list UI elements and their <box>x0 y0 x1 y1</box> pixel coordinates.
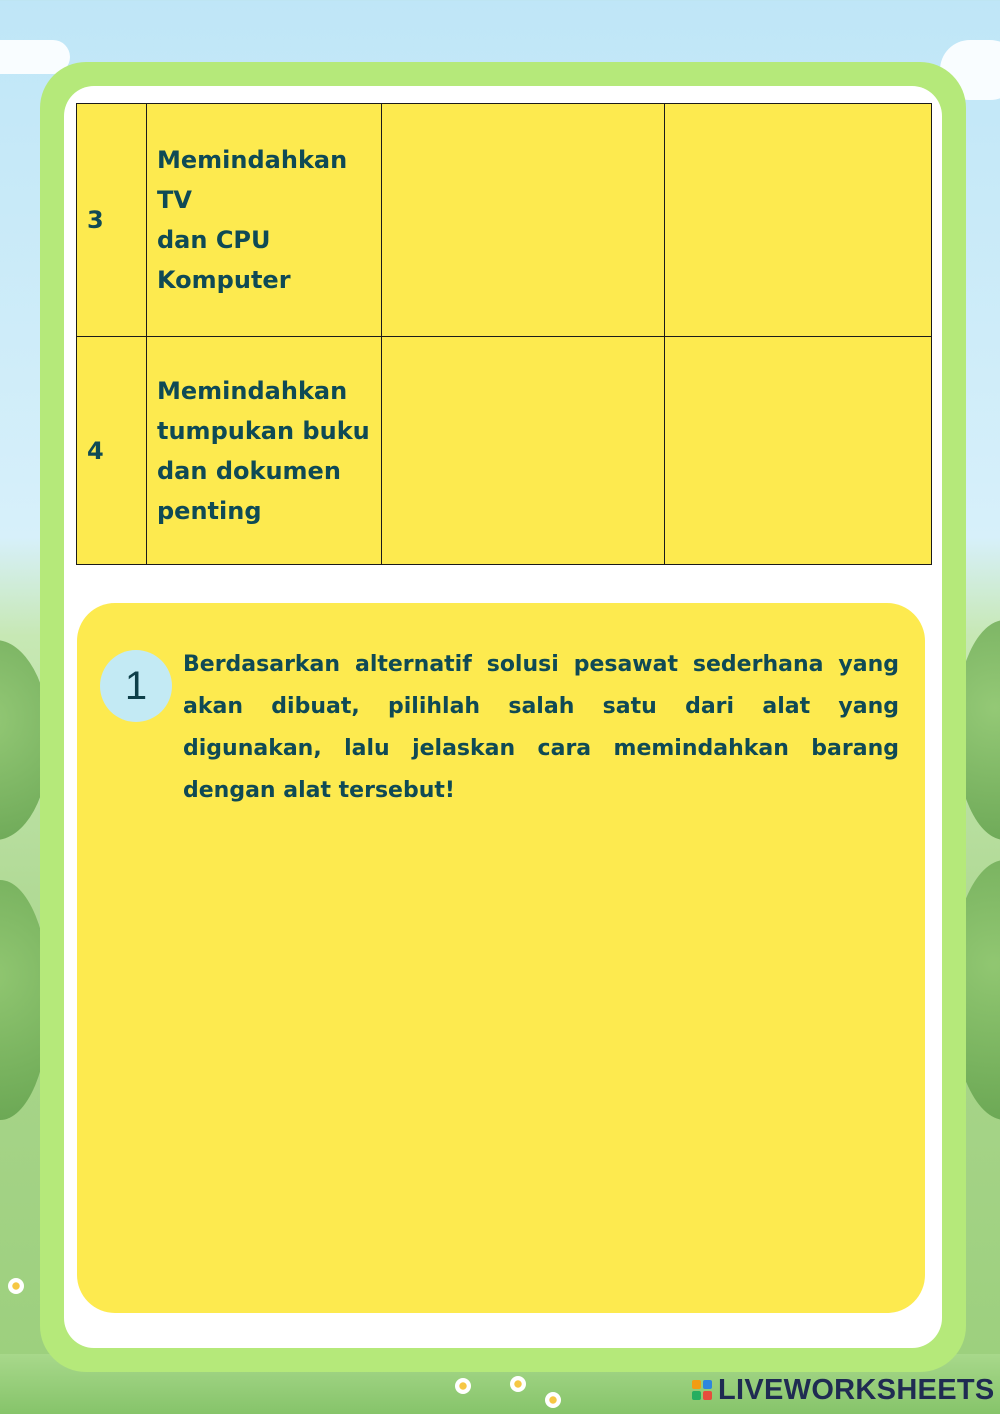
activity-line: dan CPU Komputer <box>157 226 291 294</box>
flower-decoration <box>545 1392 561 1408</box>
question-text: Berdasarkan alternatif solusi pesawat sederhana yang akan dibuat, pilihlah salah satu dari alat yang digunakan, lalu jelaskan cara memindahkan barang dengan alat tersebut! <box>183 652 899 803</box>
logo-text: LIVEWORKSHEETS <box>718 1373 995 1406</box>
activity-line: Memindahkan <box>157 376 348 405</box>
activity-line: penting <box>157 496 262 525</box>
activity-cell <box>147 337 382 565</box>
flower-decoration <box>8 1278 24 1294</box>
tool-answer-cell[interactable] <box>382 104 665 337</box>
activity-line: tumpukan buku <box>157 416 370 445</box>
liveworksheets-logo <box>692 1372 995 1408</box>
row-number: 4 <box>77 337 147 565</box>
flower-decoration <box>455 1378 471 1394</box>
activity-table <box>76 103 932 565</box>
row-number: 3 <box>77 104 147 337</box>
activity-line: Memindahkan TV <box>157 146 348 214</box>
table-row <box>77 337 932 565</box>
explanation-answer-cell[interactable] <box>665 337 932 565</box>
activity-cell <box>147 104 382 337</box>
activity-line: dan dokumen <box>157 456 341 485</box>
table-row <box>77 104 932 337</box>
logo-mark-icon <box>692 1380 712 1400</box>
explanation-answer-cell[interactable] <box>665 104 932 337</box>
tool-answer-cell[interactable] <box>382 337 665 565</box>
flower-decoration <box>510 1376 526 1392</box>
question-number-badge: 1 <box>100 650 172 722</box>
